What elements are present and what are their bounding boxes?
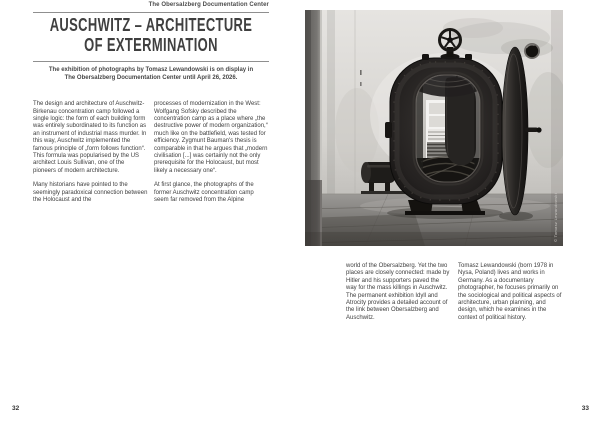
page-title: [33, 15, 269, 58]
page-number-right: 33: [581, 405, 589, 412]
chamber-opening-view: [416, 72, 480, 182]
header-rule: [33, 12, 269, 13]
right-page-body: [346, 263, 564, 322]
paragraph: world of the Obersalzberg. Yet the two places are closely connected: made by Hitler and his supporters paved the way for the mass killings in Auschwitz. The permanent exhibition Idyll and Atrocity provides a detailed account of the link between Obersalzberg and Auschwitz.: [346, 263, 450, 321]
paragraph: Tomasz Lewandowski (born 1978 in Nysa, Poland) lives and works in Germany. As a documentary photographer, he focuses primarily on the sociological and political aspects of architecture, urban planning, and design, which he examines in the context of political history.: [458, 263, 562, 321]
paragraph: processes of modernization in the West: Wolfgang Sofsky described the concentration camp as a place where „the destructive power of modern organization,“ much like on the battlefield, was tested for efficiency. Zygmunt Bauman's thesis is comparable in that he argues that „modern civilisation [...] was certainly not the only prerequisite for the Holocaust, but most likely a necessary one“.: [154, 101, 268, 174]
exhibition-subtitle: The exhibition of photographs by Tomasz Lewandowski is on display in The Obersalzberg Documentation Center until April 26, 2026.: [48, 67, 254, 82]
running-header: The Obersalzberg Documentation Center: [148, 2, 269, 8]
title-line-1: AUSCHWITZ – ARCHITECTURE: [49, 15, 253, 35]
furnace-photo-art: [305, 10, 563, 246]
body-column-2: [154, 101, 269, 211]
wall-pipe-hole: [524, 43, 540, 59]
doorframe-column: [305, 10, 322, 246]
paragraph: At first glance, the photographs of the former Auschwitz concentration camp seem far removed from the Alpine: [154, 182, 254, 204]
page-number-left: 32: [12, 405, 20, 412]
left-page: [33, 2, 269, 211]
photo-credit: © Tomasz Lewandowski: [553, 193, 558, 242]
body-column-4: [458, 263, 564, 322]
paragraph: Many historians have pointed to the seemingly paradoxical connection between the Holocaust and the: [33, 182, 148, 204]
left-page-body: [33, 101, 269, 211]
title-line-2: OF EXTERMINATION: [84, 35, 218, 55]
title-rule: [33, 61, 269, 62]
paragraph: The design and architecture of Auschwitz-Birkenau concentration camp followed a single logic: the form of each building form was entirely subordinated to its function as an instrument of industrial mass murder. In this way, Auschwitz implemented the famous principle of „form follows function“. This formula was popularised by the US architect Louis Sullivan, one of the pioneers of modern architecture.: [33, 101, 147, 174]
body-column-3: [346, 263, 450, 322]
exhibition-photograph: [305, 10, 563, 246]
body-column-1: [33, 101, 148, 211]
